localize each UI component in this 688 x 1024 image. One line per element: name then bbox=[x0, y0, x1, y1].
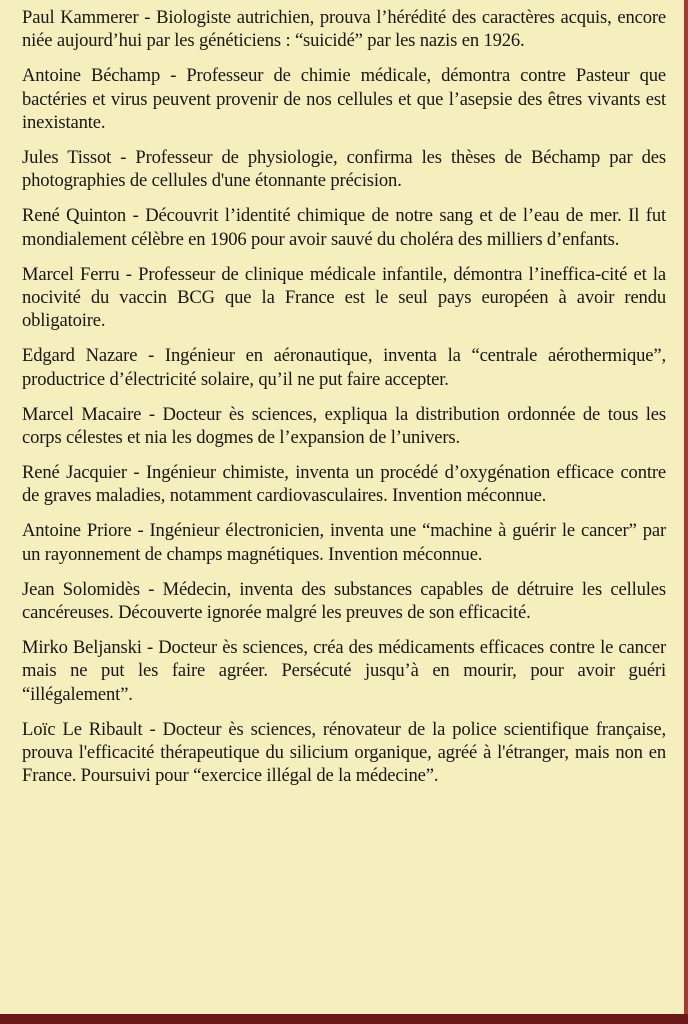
entry-separator: - bbox=[139, 578, 163, 600]
entry-separator: - bbox=[142, 718, 163, 740]
entry-description: Docteur ès sciences, rénovateur de la police scientifique française, prouva l'efficacité thérapeutique du silicium organique, agréé à l'étranger, mais non en France. Poursuivi pour “exercice illégal de la médecine”. bbox=[22, 718, 666, 787]
entry-kammerer bbox=[22, 6, 666, 53]
entry-separator: - bbox=[119, 263, 139, 285]
entry-name: Mirko Beljanski bbox=[22, 636, 142, 658]
entry-tissot bbox=[22, 146, 666, 193]
entry-name: Marcel Ferru bbox=[22, 263, 120, 285]
entry-description: Docteur ès sciences, créa des médicaments efficaces contre le cancer mais ne put les faire agréer. Persécuté jusqu’à en mourir, pour avoir guéri “illégalement”. bbox=[22, 636, 666, 705]
entry-le-ribault bbox=[22, 718, 666, 788]
entry-name: Loïc Le Ribault bbox=[22, 718, 143, 740]
entry-name: Jules Tissot bbox=[22, 147, 112, 169]
entry-description: Professeur de chimie médicale, démontra contre Pasteur que bactéries et virus peuvent provenir de nos cellules et que l’asepsie des êtres vivants est inexistante. bbox=[22, 65, 666, 134]
entry-description: Professeur de physiologie, confirma les thèses de Béchamp par des photographies de cellules d'une étonnante précision. bbox=[22, 147, 666, 192]
entry-separator: - bbox=[137, 345, 165, 367]
entry-name: René Jacquier bbox=[22, 462, 127, 483]
entry-beljanski bbox=[22, 636, 666, 706]
entry-description: Biologiste autrichien, prouva l’hérédité des caractères acquis, encore niée aujourd’hui par les généticiens : “suicidé” par les nazis en 1926. bbox=[22, 7, 666, 52]
entry-description: Docteur ès sciences, expliqua la distribution ordonnée de tous les corps célestes et nia les dogmes de l’expansion de l’univers. bbox=[22, 403, 666, 449]
entry-solomides bbox=[22, 578, 666, 625]
entry-bechamp bbox=[22, 64, 666, 134]
entry-name: Marcel Macaire bbox=[22, 403, 142, 425]
entry-description: Professeur de clinique médicale infantile, démontra l’ineffica-cité et la nocivité du vaccin BCG que la France est le seul pays européen à avoir rendu obligatoire. bbox=[22, 263, 666, 332]
entry-nazare bbox=[22, 344, 666, 391]
entry-description: Ingénieur chimiste, inventa un procédé d’oxygénation efficace contre de graves maladies, notamment cardiovasculaires. Invention méconnue. bbox=[22, 462, 666, 507]
frame-border-right bbox=[684, 0, 688, 1014]
entry-separator: - bbox=[141, 636, 159, 658]
entry-priore bbox=[22, 519, 666, 566]
entry-quinton bbox=[22, 204, 666, 251]
entry-description: Ingénieur en aéronautique, inventa la “centrale aérothermique”, productrice d’électricité solaire, qu’il ne put faire accepter. bbox=[22, 345, 666, 390]
entry-separator: - bbox=[126, 462, 147, 483]
entry-description: Médecin, inventa des substances capables de détruire les cellules cancéreuses. Découverte ignorée malgré les preuves de son efficacité. bbox=[22, 578, 666, 624]
entry-name: Jean Solomidès bbox=[22, 578, 140, 600]
entry-separator: - bbox=[131, 520, 150, 542]
entry-separator: - bbox=[160, 65, 187, 87]
entry-separator: - bbox=[111, 147, 136, 169]
entry-name: René Quinton bbox=[22, 205, 127, 227]
entry-jacquier bbox=[22, 461, 666, 508]
entry-separator: - bbox=[126, 205, 146, 227]
frame-border-bottom bbox=[0, 1014, 688, 1024]
entry-macaire bbox=[22, 403, 666, 450]
entry-separator: - bbox=[141, 403, 163, 425]
entry-name: Antoine Priore bbox=[22, 520, 132, 542]
entry-separator: - bbox=[138, 7, 157, 28]
entry-name: Edgard Nazare bbox=[22, 345, 138, 367]
entry-name: Antoine Béchamp bbox=[22, 65, 161, 87]
entry-description: Découvrit l’identité chimique de notre sang et de l’eau de mer. Il fut mondialement célèbre en 1906 pour avoir sauvé du choléra des milliers d’enfants. bbox=[22, 205, 666, 250]
entry-name: Paul Kammerer bbox=[22, 7, 139, 28]
entry-ferru bbox=[22, 263, 666, 333]
entry-description: Ingénieur électronicien, inventa une “machine à guérir le cancer” par un rayonnement de champs magnétiques. Invention méconnue. bbox=[22, 520, 666, 565]
